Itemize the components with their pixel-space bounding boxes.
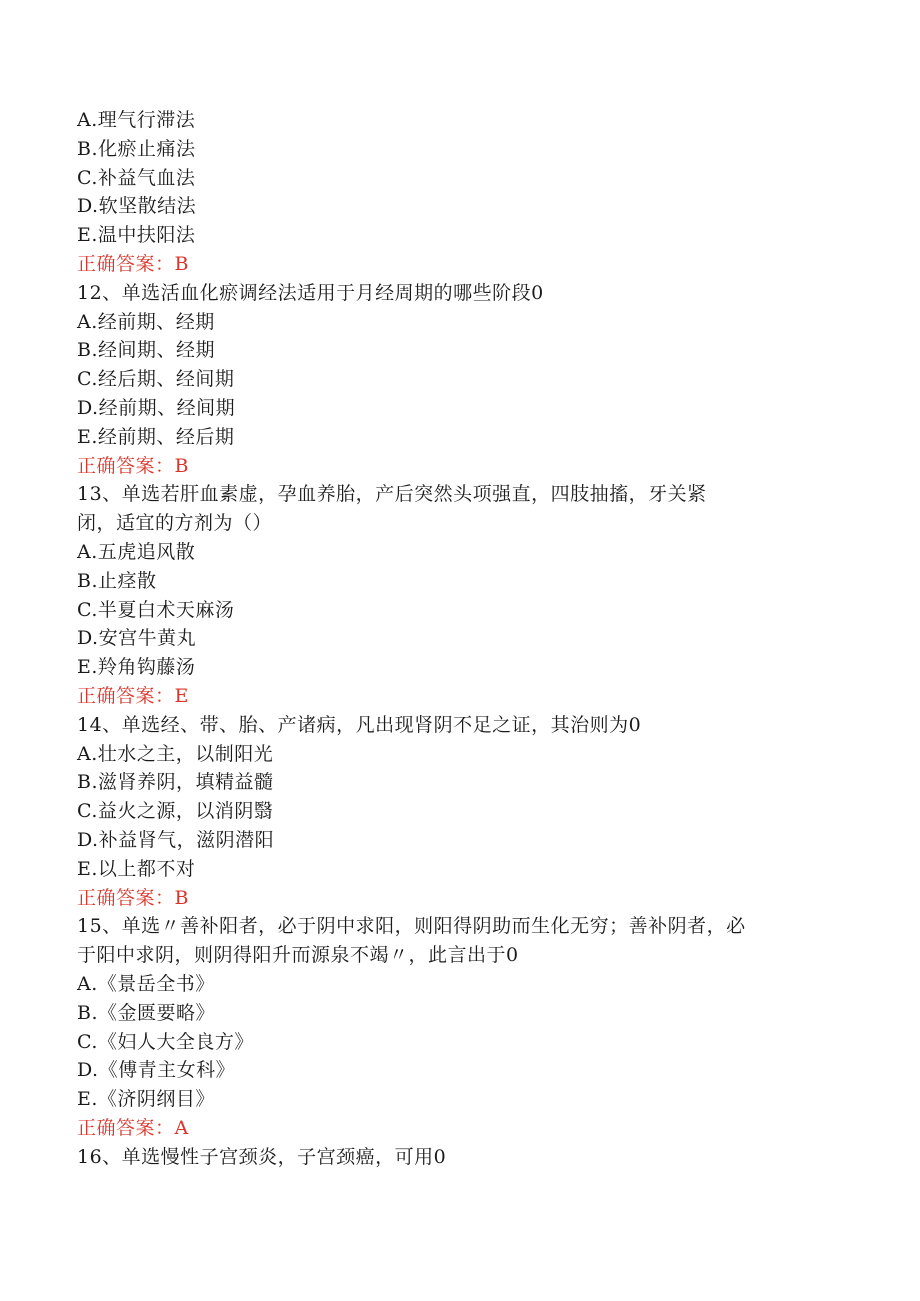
answer-option: A.五虎追风散: [77, 540, 196, 563]
answer-option: B.止痉散: [77, 569, 157, 592]
answer-option: A.壮水之主，以制阳光: [77, 742, 274, 765]
answer-option: D.经前期、经间期: [77, 396, 236, 419]
question-text: 闭，适宜的方剂为（）: [77, 512, 273, 535]
answer-option: D.《傅青主女科》: [77, 1059, 236, 1082]
answer-option: B.经间期、经期: [77, 339, 216, 362]
question-text: 13、单选若肝血素虚，孕血养胎，产后突然头项强直，四肢抽搐，牙关紧: [77, 483, 707, 506]
question-text: 16、单选慢性子宫颈炎，子宫颈癌，可用0: [77, 1145, 447, 1168]
answer-option: D.补益肾气，滋阴潜阳: [77, 828, 275, 851]
question-text: 于阳中求阴，则阴得阳升而源泉不竭〃，此言出于0: [77, 944, 519, 967]
answer-option: E.羚角钩藤汤: [77, 656, 196, 679]
answer-option: A.《景岳全书》: [77, 972, 215, 995]
question-list: [77, 106, 837, 1171]
answer-option: C.半夏白术天麻汤: [77, 598, 235, 621]
answer-option: C.益火之源，以消阴翳: [77, 800, 274, 823]
answer-option: D.软坚散结法: [77, 195, 197, 218]
answer-option: E.《济阴纲目》: [77, 1088, 215, 1111]
answer-option: B.化瘀止痛法: [77, 137, 196, 160]
answer-option: E.经前期、经后期: [77, 425, 235, 448]
correct-answer: 正确答案：B: [77, 252, 189, 275]
answer-option: B.滋肾养阴，填精益髓: [77, 771, 274, 794]
answer-option: D.安宫牛黄丸: [77, 627, 197, 650]
answer-option: C.《妇人大全良方》: [77, 1030, 254, 1053]
correct-answer: 正确答案：E: [77, 684, 189, 707]
answer-option: E.以上都不对: [77, 857, 196, 880]
answer-option: C.补益气血法: [77, 166, 196, 189]
answer-option: C.经后期、经间期: [77, 368, 235, 391]
answer-option: B.《金匮要略》: [77, 1001, 216, 1024]
answer-option: E.温中扶阳法: [77, 224, 196, 247]
correct-answer: 正确答案：B: [77, 454, 189, 477]
question-text: 15、单选〃善补阳者，必于阴中求阳，则阳得阴助而生化无穷；善补阴者，必: [77, 915, 746, 938]
answer-option: A.经前期、经期: [77, 310, 215, 333]
answer-option: A.理气行滞法: [77, 109, 196, 131]
correct-answer: 正确答案：B: [77, 886, 189, 909]
question-text: 14、单选经、带、胎、产诸病，凡出现肾阴不足之证，其治则为0: [77, 713, 642, 736]
question-text: 12、单选活血化瘀调经法适用于月经周期的哪些阶段0: [77, 281, 544, 304]
correct-answer: 正确答案：A: [77, 1116, 189, 1139]
